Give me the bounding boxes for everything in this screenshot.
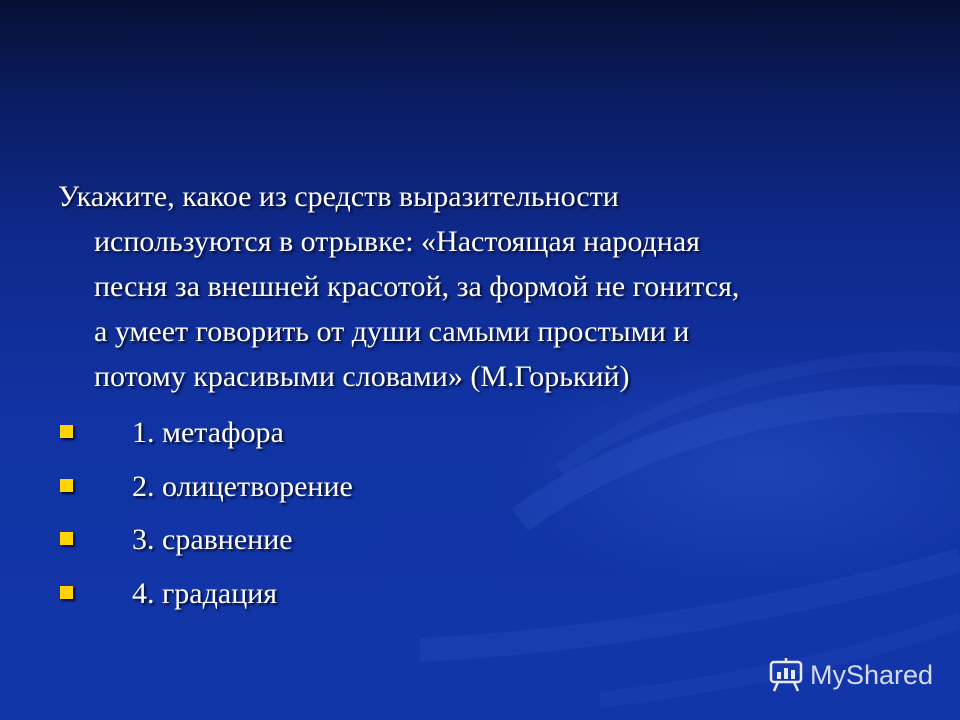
option-item bbox=[60, 571, 560, 625]
option-item bbox=[60, 464, 560, 518]
question-text bbox=[58, 174, 918, 399]
option-label: 2. олицетворение bbox=[132, 469, 353, 503]
square-bullet-icon bbox=[60, 532, 73, 545]
question-line: песня за внешней красотой, за формой не гонится, bbox=[94, 270, 740, 303]
option-label: 4. градация bbox=[132, 576, 278, 610]
question-line: потому красивыми словами» (М.Горький) bbox=[94, 360, 630, 393]
option-label: 3. сравнение bbox=[132, 523, 293, 556]
question-line: а умеет говорить от души самыми простыми и bbox=[94, 315, 690, 348]
option-item bbox=[60, 410, 560, 464]
square-bullet-icon bbox=[60, 586, 73, 599]
option-item bbox=[60, 517, 560, 571]
watermark-text: MyShared bbox=[810, 659, 934, 690]
myshared-watermark[interactable] bbox=[768, 655, 933, 695]
square-bullet-icon bbox=[60, 425, 73, 438]
question-line: используются в отрывке: «Настоящая народная bbox=[94, 225, 700, 258]
square-bullet-icon bbox=[60, 479, 73, 492]
option-label: 1. метафора bbox=[132, 416, 284, 449]
answer-options bbox=[60, 410, 560, 624]
question-line: Укажите, какое из средств выразительности bbox=[58, 180, 619, 213]
presentation-board-icon bbox=[768, 657, 804, 693]
